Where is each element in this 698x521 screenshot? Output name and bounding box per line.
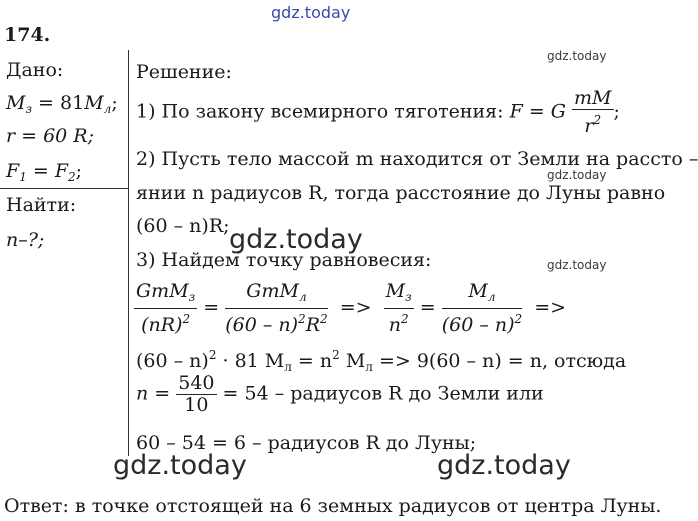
watermark-small: gdz.today: [547, 258, 607, 272]
solution-expansion: (60 – n)$^2$ · 81 $M_л = n^2$ $M_л => 9(60 - n) = n$, отсюда: [136, 348, 627, 374]
given-divider: [0, 188, 129, 189]
given-forces: $F_1 = F_2$;: [6, 160, 83, 184]
solution-step-3: 3) Найдем точку равновесия:: [136, 249, 432, 271]
solution-step-1: 1) По закону всемирного тяготения: F = G $\frac{mM}{r^2}$ ;: [136, 87, 620, 137]
solution-label: Решение:: [136, 61, 232, 83]
solution-step-2-line-1: 2) Пусть тело массой m находится от Земли на рассто –: [136, 148, 698, 170]
watermark-big: gdz.today: [229, 224, 363, 255]
given-distance: r = 60 R;: [6, 125, 95, 147]
solution-final-line: 60 – 54 = 6 – радиусов R до Луны;: [136, 432, 477, 454]
watermark-big: gdz.today: [437, 450, 571, 481]
watermark-top: gdz.today: [271, 3, 351, 22]
watermark-small: gdz.today: [547, 49, 607, 63]
watermark-small: gdz.today: [547, 168, 607, 182]
solution-step-2-line-3: (60 – n)R;: [136, 215, 230, 237]
given-mass-relation: $M_з = 81M_л$;: [6, 92, 118, 116]
problem-number: 174.: [4, 24, 51, 46]
find-value: n–?;: [6, 229, 45, 251]
equilibrium-equation: $\frac{GmM_з}{(nR)^2}$ = $\frac{GmM_л}{(60 - n)^2R^2}$ => $\frac{M_з}{n^2}$ = $\frac{M_л}{(60 - n)^2}$ =>: [136, 280, 567, 336]
solution-n-result: n = $\frac{540}{10}$ = 54 – радиусов R до Земли или: [136, 372, 544, 416]
column-divider: [128, 50, 129, 456]
answer-text: Ответ: в точке отстоящей на 6 земных радиусов от центра Луны.: [4, 495, 662, 517]
watermark-big: gdz.today: [113, 450, 247, 481]
given-label: Дано:: [6, 59, 64, 81]
solution-step-2-line-2: янии n радиусов R, тогда расстояние до Луны равно: [136, 182, 666, 204]
find-label: Найти:: [6, 194, 77, 216]
